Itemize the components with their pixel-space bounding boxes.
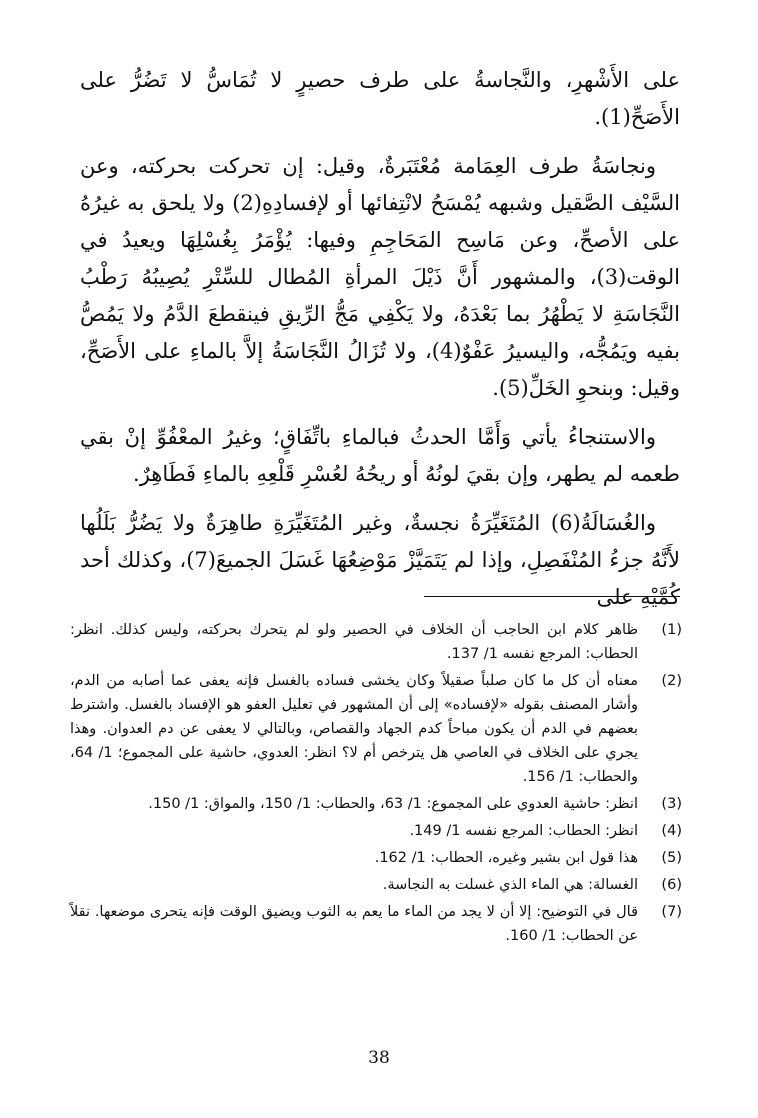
footnote-number: (3) bbox=[661, 796, 682, 812]
footnote-text: هذا قول ابن بشير وغيره، الحطاب: 1/ 162. bbox=[374, 850, 638, 866]
footnote bbox=[70, 873, 682, 897]
footnote bbox=[70, 900, 682, 948]
footnote-text: ظاهر كلام ابن الحاجب أن الخلاف في الحصير ولو لم يتحرك بحركته، وليس كذلك. انظر: الحطاب: المرجع نفسه 1/ 137. bbox=[70, 622, 638, 662]
footnote bbox=[70, 846, 682, 870]
paragraph-1: على الأَشْهرِ، والنَّجاسةُ على طرف حصيرٍ لا تُمَاسُّ لا تَضُرُّ على الأَصَحِّ(1). bbox=[80, 68, 680, 129]
main-text bbox=[80, 62, 680, 626]
page-number: 38 bbox=[368, 1048, 390, 1068]
footnote-text: قال في التوضيح: إلا أن لا يجد من الماء ما يعم به الثوب ويضيق الوقت فإنه يتحرى موضعها. نقلاً عن الحطاب: 1/ 160. bbox=[70, 904, 638, 944]
paragraph-2: ونجاسَةُ طرف العِمَامة مُعْتَبَرةٌ، وقيل: إن تحركت بحركته، وعن السَّيْف الصَّقيل وشبهه يُمْسَحُ لانْتِفائها أو لإفسادِهِ(2) ولا يلحق به غيرُهُ على الأصحِّ، وعن مَاسِح المَحَاجِمِ وفيها: يُؤْمَرُ بِغُسْلِهَا ويعيدُ في الوقت(3)، والمشهور أَنَّ ذَيْلَ المرأةِ المُطال للسِّتْرِ يُصِيبُهُ رَطْبُ النَّجَاسَةِ لا يَطْهُرُ بما بَعْدَهُ، ولا يَكْفِي مَجُّ الرِّيقِ فينقطعَ الدَّمُ ولا يَمُصُّ بفيه ويَمُجُّه، واليسيرُ عَفْوٌ(4)، ولا تُزَالُ النَّجَاسَةُ إلاَّ بالماءِ على الأَصَحِّ، وقيل: وبنحوِ الخَلِّ(5). bbox=[80, 154, 681, 400]
footnote-number: (4) bbox=[661, 823, 682, 839]
footnote-text: انظر: حاشية العدوي على المجموع: 1/ 63، والحطاب: 1/ 150، والمواق: 1/ 150. bbox=[148, 796, 638, 812]
footnote bbox=[70, 669, 682, 789]
footnotes bbox=[70, 618, 682, 951]
footnote-text: انظر: الحطاب: المرجع نفسه 1/ 149. bbox=[409, 823, 638, 839]
paragraph-3: والاستنجاءُ يأتي وَأَمَّا الحدثُ فبالماءِ باتِّفَاقٍ؛ وغيرُ المعْفُوِّ إنْ بقي طعمه لم يطهر، وإن بقيَ لونُهُ أو ريحُهُ لعُسْرِ قَلْعِهِ بالماءِ فَطَاهِرٌ. bbox=[80, 425, 680, 486]
footnote bbox=[70, 618, 682, 666]
footnote-number: (7) bbox=[661, 904, 682, 920]
footnote-number: (1) bbox=[661, 622, 682, 638]
footnote-text: معناه أن كل ما كان صلباً صقيلاً وكان يخشى فساده بالغسل فإنه يعفى عما أصابه من الدم، وأشار المصنف بقوله «لإفساده» إلى أن المشهور في تعليل العفو هو الإفساد بالغسل. واشترط بعضهم في الدم أن يكون مباحاً كدم الجهاد والقصاص، وبالتالي لا يعفى عن دم العدوان. وهذا يجري على الخلاف في العاصي هل يترخص أم لا؟ انظر: العدوي، حاشية على المجموع؛ 1/ 64، والحطاب: 1/ 156. bbox=[70, 673, 638, 785]
footnote bbox=[70, 792, 682, 816]
paragraph-4: والغُسَالَةُ(6) المُتَغَيِّرَةُ نجسةٌ، وغير المُتَغَيِّرَةِ طاهِرَةٌ ولا يَضُرُّ بَلَلُها لأَنَّهُ جزءُ المُنْفَصِلِ، وإذا لم يَتَمَيَّزْ مَوْضِعُهَا غَسَلَ الجميعَ(7)، وكذلك أحد كُمَّيْهِ على bbox=[80, 511, 681, 609]
footnote-number: (2) bbox=[661, 673, 682, 689]
footnote-text: الغسالة: هي الماء الذي غسلت به النجاسة. bbox=[382, 877, 638, 893]
footnote-number: (5) bbox=[661, 850, 682, 866]
footnote bbox=[70, 819, 682, 843]
footnote-separator bbox=[424, 596, 680, 597]
footnote-number: (6) bbox=[661, 877, 682, 893]
